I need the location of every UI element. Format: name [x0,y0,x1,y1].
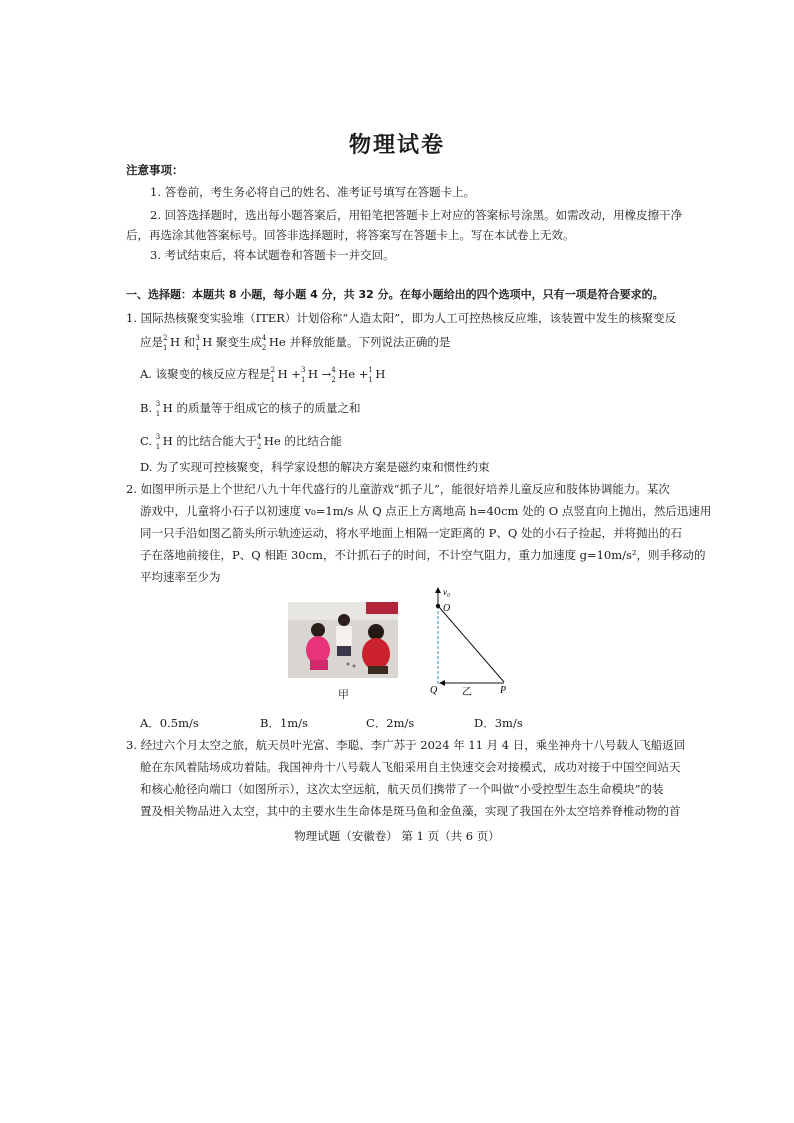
isotope-deuterium: 2 1 [163,334,168,352]
q1-option-a: A. 该聚变的核反应方程是 2 1 H + 3 1 H → 4 2 He + 1 1 H [140,366,386,384]
label-q: Q [430,685,438,696]
q2-option-c: C．2m/s [366,716,415,730]
q2-stem-line-2: 游戏中，儿童将小石子以初速度 v₀=1m/s 从 Q 点正上方离地高 h=40cm 处的 O 点竖直向上抛出，然后迅速用 [140,504,712,518]
q2-stem-line-3: 同一只手沿如图乙箭头所示轨迹运动，将水平地面上相隔一定距离的 P、Q 处的小石子捡起，并将抛出的石 [140,526,682,540]
label-p: P [500,685,507,696]
q3-stem-line-2: 舱在东风着陆场成功着陆。我国神舟十八号载人飞船采用自主快速交会对接模式，成功对接于中国空间站天 [140,760,681,774]
q3-stem-line-1: 3. 经过六个月太空之旅，航天员叶光富、李聪、李广苏于 2024 年 11 月 4 日，乘坐神舟十八号载人飞船返回 [126,738,686,752]
q1-option-a-text: A. 该聚变的核反应方程是 [140,367,271,381]
notice-item-3: 3. 考试结束后，将本试题卷和答题卡一并交回。 [150,248,395,262]
q3-stem-line-4: 置及相关物品进入太空，其中的主要水生生命体是斑马鱼和金鱼藻，实现了我国在外太空培养脊椎动物的首 [140,804,681,818]
isotope-helium: 4 2 [261,334,267,352]
q1-option-b-text: H 的质量等于组成它的核子的质量之和 [162,401,361,415]
q2-option-b: B．1m/s [260,716,308,730]
q1-option-c: C. 3 1 H 的比结合能大于 4 2 He 的比结合能 [140,433,342,451]
section-heading: 一、选择题：本题共 8 小题，每小题 4 分，共 32 分。在每小题给出的四个选项中，只有一项是符合要求的。 [126,288,664,301]
q1-option-b: B. 3 1 H 的质量等于组成它的核子的质量之和 [140,400,361,418]
q2-stem-line-5: 平均速率至少为 [140,570,221,584]
q1-stem-text: He 并释放能量。下列说法正确的是 [268,335,451,349]
q1-option-c-text-2: He 的比结合能 [263,434,342,448]
q1-option-d: D. 为了实现可控核聚变，科学家设想的解决方案是磁约束和惯性约束 [140,460,490,474]
q1-option-c-text: H 的比结合能大于 [162,434,257,448]
figure-label-yi: 乙 [462,687,472,696]
q2-stem-line-4: 子在落地前接住，P、Q 相距 30cm，不计抓石子的时间，不计空气阻力，重力加速度 g=10m/s²，则手移动的 [140,548,706,562]
trajectory-diagram [418,584,518,696]
notice-item-2a: 2. 回答选择题时，选出每小题答案后，用铅笔把答题卡上对应的答案标号涂黑。如需改动，用橡皮擦干净 [150,208,683,222]
q1-stem-line-2 [140,334,450,350]
hand-path-line [439,607,504,682]
q1-stem-text: 应是 [140,335,163,349]
page-footer: 物理试题（安徽卷） 第 1 页（共 6 页） [294,829,500,843]
notice-heading: 注意事项： [126,163,184,177]
q3-stem-line-3: 和核心舱径向端口（如图所示），这次太空远航，航天员们携带了一个叫做“小受控型生态生命模块”的装 [140,782,664,796]
q1-stem-text: H 和 [170,335,196,349]
label-v0: v₀ [443,587,451,597]
q1-stem-text: H 聚变生成 [202,335,262,349]
q2-option-d: D．3m/s [474,716,523,730]
children-game-photo [288,602,398,678]
notice-item-1: 1. 答卷前，考生务必将自己的姓名、准考证号填写在答题卡上。 [150,185,476,199]
q2-option-a: A．0.5m/s [140,716,199,730]
notice-item-2b: 后，再选涂其他答案标号。回答非选择题时，将答案写在答题卡上。写在本试卷上无效。 [126,228,575,242]
q2-stem-line-1: 2. 如图甲所示是上个世纪八九十年代盛行的儿童游戏“抓子儿”，能很好培养儿童反应和肢体协调能力。某次 [126,482,670,496]
page-title: 物理试卷 [348,133,445,158]
label-o: O [443,603,451,614]
q1-stem-line-1: 1. 国际热核聚变实验堆（ITER）计划俗称“人造太阳”，即为人工可控热核反应堆，该装置中发生的核聚变反 [126,311,677,325]
isotope-tritium: 3 1 [195,334,200,352]
figure-label-jia: 甲 [338,688,349,701]
